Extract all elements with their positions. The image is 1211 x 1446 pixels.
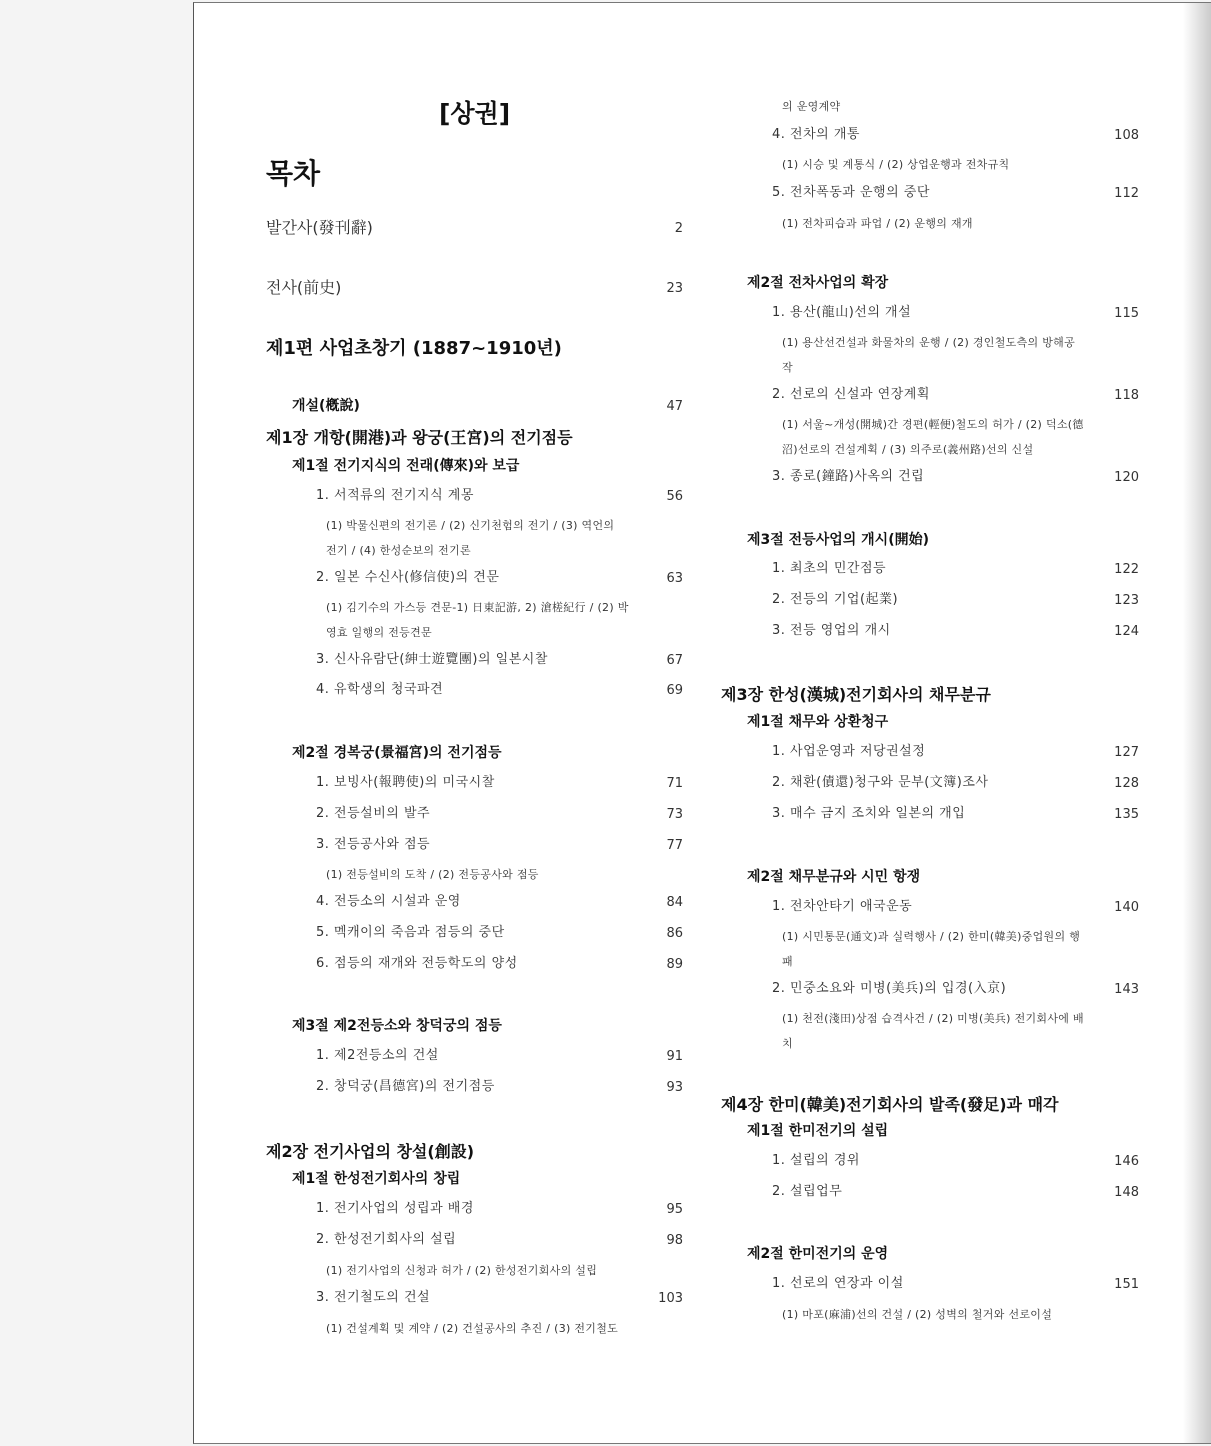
page-number: 127 bbox=[1114, 745, 1139, 760]
page-number: 2 bbox=[674, 221, 683, 236]
toc-entry[interactable]: 1. 최초의 민간점등 bbox=[772, 561, 887, 576]
section-heading[interactable]: 제3절 제2전등소와 창덕궁의 점등 bbox=[292, 1018, 502, 1034]
page-number: 135 bbox=[1114, 807, 1139, 822]
toc-entry[interactable]: 1. 선로의 연장과 이설 bbox=[772, 1276, 904, 1291]
section-heading[interactable]: 제1절 한성전기회사의 창립 bbox=[292, 1171, 461, 1187]
page-number: 23 bbox=[666, 281, 683, 296]
document-page bbox=[193, 2, 1211, 1444]
toc-subentry: 작 bbox=[782, 361, 793, 374]
section-heading[interactable]: 제2절 경복궁(景福宮)의 전기점등 bbox=[292, 745, 502, 761]
toc-entry[interactable]: 2. 한성전기회사의 설립 bbox=[316, 1232, 457, 1247]
page-number: 108 bbox=[1114, 128, 1139, 143]
page-number: 77 bbox=[666, 838, 683, 853]
toc-subentry: (1) 건설계획 및 계약 / (2) 건설공사의 추진 / (3) 전기철도 bbox=[326, 1322, 619, 1335]
page-number: 67 bbox=[666, 653, 683, 668]
toc-subentry: (1) 김기수의 가스등 견문-1) 日東記游, 2) 滄槎紀行 / (2) 박 bbox=[326, 601, 629, 614]
toc-subentry: 패 bbox=[782, 955, 793, 968]
toc-entry[interactable]: 1. 제2전등소의 건설 bbox=[316, 1048, 439, 1063]
toc-entry[interactable]: 3. 신사유람단(紳士遊覽團)의 일본시찰 bbox=[316, 652, 548, 667]
toc-entry[interactable]: 2. 일본 수신사(修信使)의 견문 bbox=[316, 570, 500, 585]
page-number: 63 bbox=[666, 571, 683, 586]
toc-entry[interactable]: 1. 사업운영과 저당권설정 bbox=[772, 744, 926, 759]
section-heading[interactable]: 제1절 한미전기의 설립 bbox=[747, 1123, 889, 1139]
toc-entry[interactable]: 6. 점등의 재개와 전등학도의 양성 bbox=[316, 956, 518, 971]
toc-entry[interactable]: 3. 전등공사와 점등 bbox=[316, 837, 431, 852]
page-number: 143 bbox=[1114, 982, 1139, 997]
toc-entry-prehistory[interactable]: 전사(前史) bbox=[266, 278, 342, 297]
toc-subentry: (1) 용산선건설과 화물차의 운행 / (2) 경인철도측의 방해공 bbox=[782, 336, 1075, 349]
toc-entry[interactable]: 2. 민중소요와 미병(美兵)의 입경(入京) bbox=[772, 981, 1007, 996]
toc-entry[interactable]: 4. 전차의 개통 bbox=[772, 127, 860, 142]
section-heading[interactable]: 제2절 한미전기의 운영 bbox=[747, 1246, 889, 1262]
page-number: 69 bbox=[666, 683, 683, 698]
toc-entry[interactable]: 4. 전등소의 시설과 운영 bbox=[316, 894, 461, 909]
toc-title: 목차 bbox=[266, 157, 321, 190]
page-number: 71 bbox=[666, 776, 683, 791]
toc-subentry: 沼)선로의 건설계획 / (3) 의주로(義州路)선의 신설 bbox=[782, 443, 1034, 456]
toc-entry[interactable]: 3. 전등 영업의 개시 bbox=[772, 623, 891, 638]
toc-entry[interactable]: 1. 보빙사(報聘使)의 미국시찰 bbox=[316, 775, 495, 790]
page-number: 91 bbox=[666, 1049, 683, 1064]
chapter-heading[interactable]: 제4장 한미(韓美)전기회사의 발족(發足)과 매각 bbox=[721, 1095, 1059, 1114]
page-number: 124 bbox=[1114, 624, 1139, 639]
toc-entry[interactable]: 2. 채환(債還)청구와 문부(文簿)조사 bbox=[772, 775, 989, 790]
page-number: 93 bbox=[666, 1080, 683, 1095]
page-number: 89 bbox=[666, 957, 683, 972]
toc-subentry: (1) 전기사업의 신청과 허가 / (2) 한성전기회사의 설립 bbox=[326, 1264, 598, 1277]
chapter-heading[interactable]: 제1장 개항(開港)과 왕궁(王宮)의 전기점등 bbox=[266, 428, 573, 447]
toc-subentry: (1) 서울~개성(開城)간 경편(輕便)철도의 허가 / (2) 덕소(德 bbox=[782, 418, 1084, 431]
page-number: 151 bbox=[1114, 1277, 1139, 1292]
section-heading[interactable]: 제2절 전차사업의 확장 bbox=[747, 275, 889, 291]
toc-entry[interactable]: 2. 설립업무 bbox=[772, 1184, 843, 1199]
toc-subentry: (1) 천전(淺田)상점 습격사건 / (2) 미병(美兵) 전기회사에 배 bbox=[782, 1012, 1084, 1025]
page-number: 84 bbox=[666, 895, 683, 910]
page-number: 95 bbox=[666, 1202, 683, 1217]
page-number: 128 bbox=[1114, 776, 1139, 791]
toc-subentry: (1) 전등설비의 도착 / (2) 전등공사와 점등 bbox=[326, 868, 539, 881]
toc-entry[interactable]: 2. 전등설비의 발주 bbox=[316, 806, 431, 821]
page-number: 112 bbox=[1114, 186, 1139, 201]
part-heading[interactable]: 제1편 사업초창기 (1887~1910년) bbox=[266, 338, 562, 359]
toc-entry[interactable]: 2. 창덕궁(昌德宮)의 전기점등 bbox=[316, 1079, 495, 1094]
toc-entry[interactable]: 4. 유학생의 청국파견 bbox=[316, 682, 444, 697]
toc-subentry: (1) 시민통문(通文)과 실력행사 / (2) 한미(韓美)중업원의 행 bbox=[782, 930, 1081, 943]
toc-entry-preface[interactable]: 발간사(發刊辭) bbox=[266, 218, 373, 237]
page-number: 148 bbox=[1114, 1185, 1139, 1200]
page-number: 47 bbox=[666, 399, 683, 414]
toc-subentry: (1) 마포(麻浦)선의 건설 / (2) 성벽의 철거와 선로이설 bbox=[782, 1308, 1053, 1321]
toc-subentry: 영효 일행의 전등견문 bbox=[326, 626, 432, 639]
toc-entry[interactable]: 1. 서적류의 전기지식 계몽 bbox=[316, 488, 474, 503]
page-number: 123 bbox=[1114, 593, 1139, 608]
section-heading[interactable]: 제1절 채무와 상환청구 bbox=[747, 714, 889, 730]
toc-entry[interactable]: 1. 전차안타기 애국운동 bbox=[772, 899, 913, 914]
section-heading[interactable]: 제2절 채무분규와 시민 항쟁 bbox=[747, 869, 921, 885]
toc-subentry: 치 bbox=[782, 1037, 793, 1050]
toc-entry[interactable]: 5. 멕캐이의 죽음과 점등의 중단 bbox=[316, 925, 505, 940]
toc-subentry: (1) 박물신편의 전기론 / (2) 신기천험의 전기 / (3) 역언의 bbox=[326, 519, 615, 532]
page-number: 122 bbox=[1114, 562, 1139, 577]
page-number: 98 bbox=[666, 1233, 683, 1248]
toc-entry[interactable]: 1. 전기사업의 성립과 배경 bbox=[316, 1201, 474, 1216]
page-number: 86 bbox=[666, 926, 683, 941]
page-number: 146 bbox=[1114, 1154, 1139, 1169]
toc-entry-overview[interactable]: 개설(槪說) bbox=[292, 398, 360, 414]
toc-entry[interactable]: 2. 선로의 신설과 연장계획 bbox=[772, 387, 930, 402]
toc-entry[interactable]: 3. 매수 금지 조치와 일본의 개입 bbox=[772, 806, 966, 821]
toc-entry[interactable]: 3. 종로(鐘路)사옥의 건립 bbox=[772, 469, 925, 484]
page-number: 56 bbox=[666, 489, 683, 504]
toc-entry[interactable]: 1. 용산(龍山)선의 개설 bbox=[772, 305, 912, 320]
page-number: 120 bbox=[1114, 470, 1139, 485]
section-heading[interactable]: 제3절 전등사업의 개시(開始) bbox=[747, 532, 930, 548]
toc-entry[interactable]: 3. 전기철도의 건설 bbox=[316, 1290, 431, 1305]
page-number: 118 bbox=[1114, 388, 1139, 403]
volume-title: [상권] bbox=[439, 99, 511, 128]
page-number: 115 bbox=[1114, 306, 1139, 321]
page-number: 103 bbox=[658, 1291, 683, 1306]
chapter-heading[interactable]: 제2장 전기사업의 창설(創設) bbox=[266, 1142, 475, 1161]
toc-entry[interactable]: 5. 전차폭동과 운행의 중단 bbox=[772, 185, 930, 200]
toc-entry[interactable]: 2. 전등의 기업(起業) bbox=[772, 592, 899, 607]
toc-subentry: 의 운영계약 bbox=[782, 100, 841, 113]
page-number: 73 bbox=[666, 807, 683, 822]
page-number: 140 bbox=[1114, 900, 1139, 915]
page-edge-shadow bbox=[1183, 3, 1211, 1443]
toc-subentry: (1) 시승 및 계통식 / (2) 상업운행과 전차규칙 bbox=[782, 158, 1010, 171]
toc-subentry: 전기 / (4) 한성순보의 전기론 bbox=[326, 544, 471, 557]
toc-subentry: (1) 전차피습과 파업 / (2) 운행의 재개 bbox=[782, 217, 973, 230]
section-heading[interactable]: 제1절 전기지식의 전래(傳來)와 보급 bbox=[292, 458, 520, 474]
chapter-heading[interactable]: 제3장 한성(漢城)전기회사의 채무분규 bbox=[721, 685, 991, 704]
toc-entry[interactable]: 1. 설립의 경위 bbox=[772, 1153, 860, 1168]
